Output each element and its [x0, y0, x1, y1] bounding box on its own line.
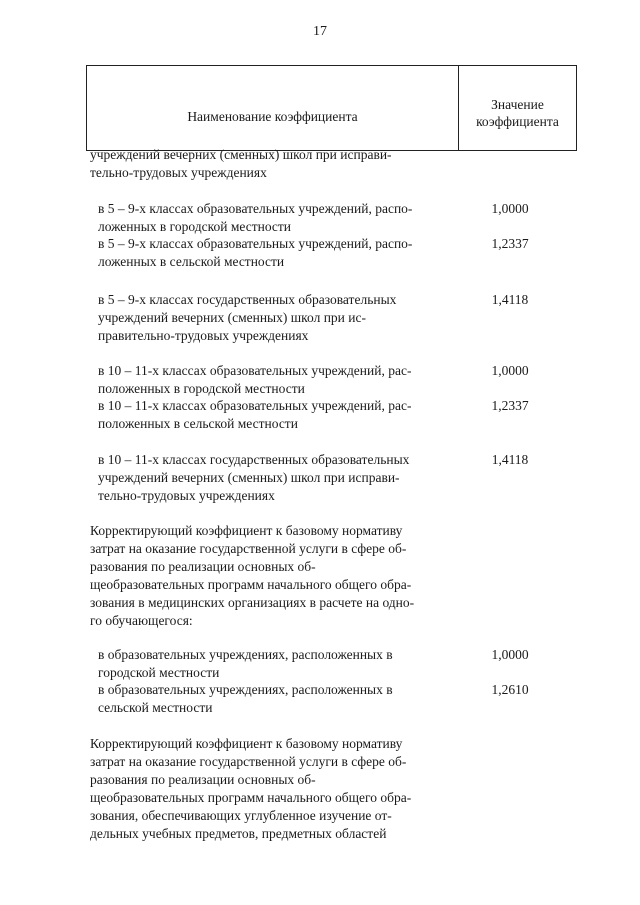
row-description: в образовательных учреждениях, расположенных в сельской местности: [98, 682, 393, 715]
row-description: в 5 – 9-х классах образовательных учреждений, распо- ложенных в сельской местности: [98, 236, 413, 269]
row-value: 1,2610: [491, 682, 529, 697]
row-description: в 10 – 11-х классах государственных образовательных учреждений вечерних (сменных) школ при исправи- тельно-трудовых учреждениях: [98, 452, 410, 503]
row-value: 1,2337: [491, 236, 529, 251]
row-value: 1,4118: [491, 292, 529, 307]
row-description: в образовательных учреждениях, расположенных в городской местности: [98, 647, 393, 680]
header-value-label-1: Значение: [491, 97, 544, 112]
row-value: 1,0000: [491, 363, 529, 378]
row-value: 1,0000: [491, 647, 529, 662]
row-description: Корректирующий коэффициент к базовому нормативу затрат на оказание государственной услуги в сфере об- разования по реализации основных об- щеобразовательных программ начального общего обра- зования в медицинских организациях в расчете на одно- го обучающегося:: [90, 523, 415, 628]
row-description: в 10 – 11-х классах образовательных учреждений, рас- положенных в сельской местности: [98, 398, 412, 431]
row-value: 1,2337: [491, 398, 529, 413]
header-value-cell: [459, 66, 576, 150]
row-description: Корректирующий коэффициент к базовому нормативу затрат на оказание государственной услуги в сфере об- разования по реализации основных об- щеобразовательных программ начального общего обра- зования, обеспечивающих углубленное изучение от- дельных учебных предметов, предметных областей: [90, 736, 412, 841]
table-header: [86, 65, 577, 151]
row-description: в 5 – 9-х классах образовательных учреждений, распо- ложенных в городской местности: [98, 201, 413, 234]
row-description: в 10 – 11-х классах образовательных учреждений, рас- положенных в городской местности: [98, 363, 412, 396]
row-description: в 5 – 9-х классах государственных образовательных учреждений вечерних (сменных) школ при ис- правительно-трудовых учреждениях: [98, 292, 397, 343]
row-value: 1,4118: [491, 452, 529, 467]
header-name-cell: [87, 66, 459, 150]
row-description: учреждений вечерних (сменных) школ при исправи- тельно-трудовых учреждениях: [90, 147, 392, 180]
header-name-label: Наименование коэффициента: [187, 108, 358, 124]
row-value: 1,0000: [491, 201, 529, 216]
page-number: 17: [313, 24, 327, 39]
header-value-label-2: коэффициента: [476, 114, 559, 129]
